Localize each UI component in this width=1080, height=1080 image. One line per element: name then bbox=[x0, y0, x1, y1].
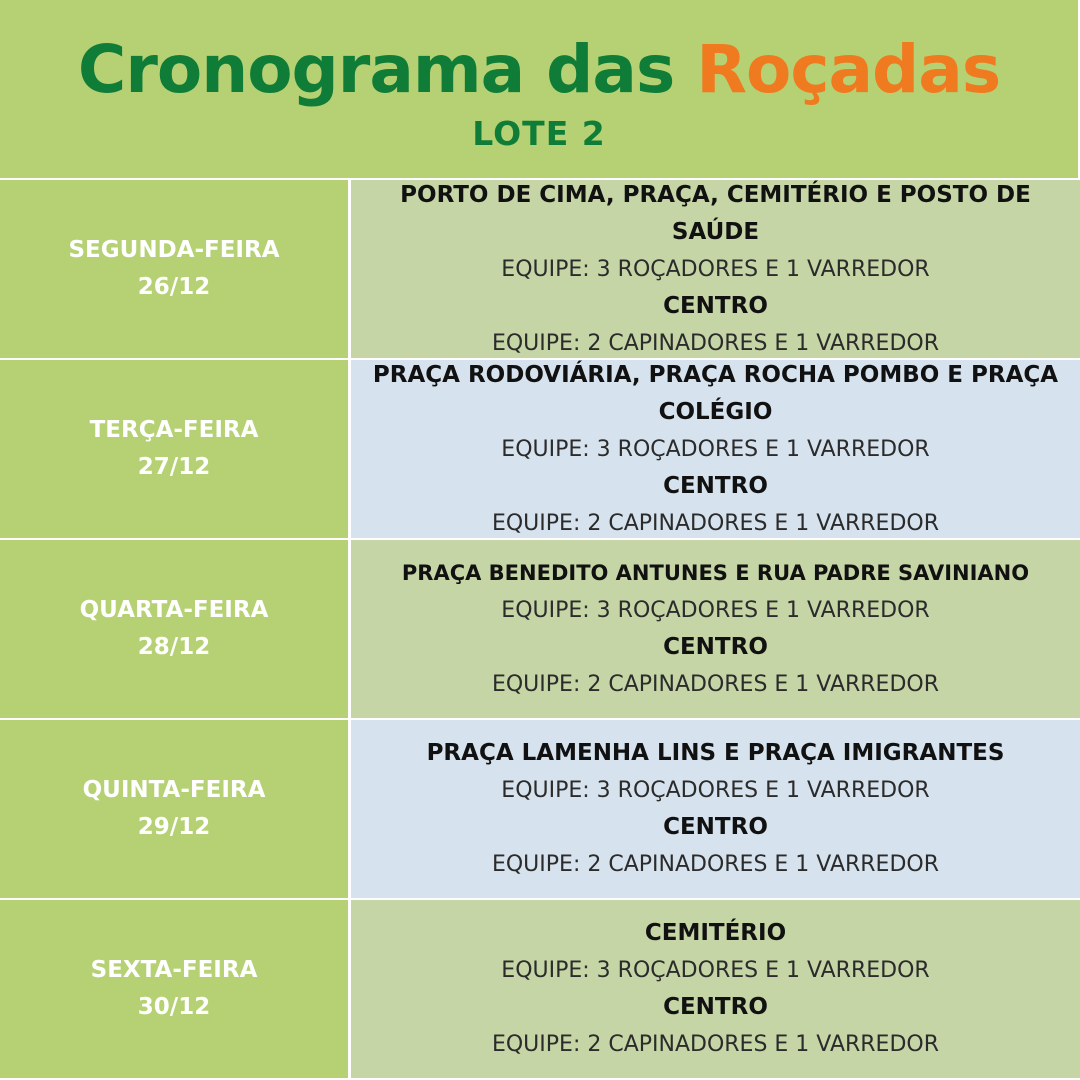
content-cell bbox=[351, 360, 1080, 538]
team-2-label: EQUIPE: 2 CAPINADORES E 1 VARREDOR bbox=[491, 1032, 940, 1057]
content-cell bbox=[351, 900, 1080, 1078]
content-cell bbox=[351, 180, 1080, 358]
page-title bbox=[0, 30, 1078, 110]
day-cell bbox=[0, 360, 348, 538]
day-name: SEGUNDA-FEIRA bbox=[68, 237, 280, 263]
day-name: QUARTA-FEIRA bbox=[79, 597, 269, 623]
day-date: 28/12 bbox=[137, 634, 211, 660]
schedule-row-tuesday bbox=[0, 360, 1080, 538]
day-cell bbox=[0, 720, 348, 898]
team-2-label: EQUIPE: 2 CAPINADORES E 1 VARREDOR bbox=[491, 852, 940, 877]
day-name: SEXTA-FEIRA bbox=[90, 957, 258, 983]
center-label: CENTRO bbox=[663, 292, 768, 319]
team-1-label: EQUIPE: 3 ROÇADORES E 1 VARREDOR bbox=[501, 256, 930, 282]
place-label: PRAÇA BENEDITO ANTUNES E RUA PADRE SAVINIANO bbox=[401, 561, 1030, 585]
team-1-label: EQUIPE: 3 ROÇADORES E 1 VARREDOR bbox=[501, 958, 930, 983]
team-2-label: EQUIPE: 2 CAPINADORES E 1 VARREDOR bbox=[491, 672, 940, 697]
day-cell bbox=[0, 180, 348, 358]
schedule-row-wednesday bbox=[0, 540, 1080, 718]
place-label: PRAÇA LAMENHA LINS E PRAÇA IMIGRANTES bbox=[426, 740, 1005, 766]
place-label: PRAÇA RODOVIÁRIA, PRAÇA ROCHA POMBO E PRAÇA COLÉGIO bbox=[372, 361, 1059, 425]
schedule-row-friday bbox=[0, 900, 1080, 1078]
schedule-row-thursday bbox=[0, 720, 1080, 898]
team-1-label: EQUIPE: 3 ROÇADORES E 1 VARREDOR bbox=[501, 436, 930, 462]
title-part-1: Cronograma das bbox=[77, 31, 675, 108]
content-cell bbox=[351, 720, 1080, 898]
day-cell bbox=[0, 900, 348, 1078]
day-name: TERÇA-FEIRA bbox=[89, 417, 259, 443]
team-2-label: EQUIPE: 2 CAPINADORES E 1 VARREDOR bbox=[491, 510, 940, 536]
header bbox=[0, 0, 1080, 178]
content-cell bbox=[351, 540, 1080, 718]
schedule-table bbox=[0, 180, 1080, 1080]
schedule-row-monday bbox=[0, 180, 1080, 358]
day-name: QUINTA-FEIRA bbox=[82, 777, 266, 803]
team-2-label: EQUIPE: 2 CAPINADORES E 1 VARREDOR bbox=[491, 330, 940, 356]
day-date: 30/12 bbox=[137, 994, 211, 1020]
title-part-2: Roçadas bbox=[696, 31, 1001, 108]
day-date: 26/12 bbox=[137, 274, 211, 300]
day-date: 27/12 bbox=[137, 454, 211, 480]
day-date: 29/12 bbox=[137, 814, 211, 840]
center-label: CENTRO bbox=[663, 814, 768, 840]
center-label: CENTRO bbox=[663, 634, 768, 660]
team-1-label: EQUIPE: 3 ROÇADORES E 1 VARREDOR bbox=[501, 778, 930, 803]
team-1-label: EQUIPE: 3 ROÇADORES E 1 VARREDOR bbox=[501, 598, 930, 623]
page-subtitle: LOTE 2 bbox=[472, 114, 606, 153]
center-label: CENTRO bbox=[663, 994, 768, 1020]
day-cell bbox=[0, 540, 348, 718]
place-label: CEMITÉRIO bbox=[644, 920, 787, 946]
place-label: PORTO DE CIMA, PRAÇA, CEMITÉRIO E POSTO DE SAÚDE bbox=[400, 181, 1031, 245]
center-label: CENTRO bbox=[663, 472, 768, 499]
